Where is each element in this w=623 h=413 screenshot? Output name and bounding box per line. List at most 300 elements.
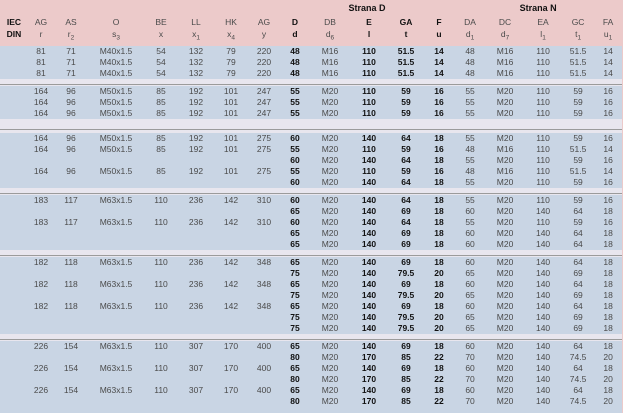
cell: 110 [350, 166, 388, 177]
cell [178, 312, 214, 323]
cell [0, 374, 28, 385]
cell: M20 [310, 206, 350, 217]
cell: 18 [424, 279, 454, 290]
cell: 132 [178, 46, 214, 57]
cell: 69 [388, 279, 424, 290]
cell: 110 [144, 341, 178, 352]
cell: 154 [54, 341, 88, 352]
table-body [0, 46, 622, 413]
symbol-text: d [325, 29, 331, 39]
col-code-d-8: D [280, 15, 310, 29]
cell: 18 [424, 239, 454, 250]
cell: 71 [54, 57, 88, 68]
cell: M20 [486, 155, 524, 166]
symbol-text: r [67, 29, 71, 39]
cell [28, 206, 54, 217]
cell: 18 [424, 206, 454, 217]
cell: 51.5 [388, 68, 424, 79]
cell: 55 [280, 166, 310, 177]
separator-line [0, 129, 622, 130]
cell: 170 [350, 374, 388, 385]
cell [0, 217, 28, 228]
cell: M20 [310, 108, 350, 119]
cell: 348 [248, 279, 280, 290]
cell [144, 323, 178, 334]
cell [144, 352, 178, 363]
cell: 18 [594, 268, 622, 279]
cell: 85 [144, 133, 178, 144]
cell [0, 341, 28, 352]
group-separator [0, 334, 622, 341]
cell: 69 [388, 301, 424, 312]
cell: 140 [524, 301, 562, 312]
cell: 154 [54, 385, 88, 396]
cell: 85 [144, 166, 178, 177]
col-symbol-10 [350, 29, 388, 46]
cell [0, 385, 28, 396]
cell: 140 [350, 290, 388, 301]
table-row [0, 396, 622, 407]
col-symbol-17 [594, 29, 622, 46]
table-row [0, 133, 622, 144]
cell: 85 [144, 97, 178, 108]
cell: 96 [54, 144, 88, 155]
cell: 60 [454, 301, 486, 312]
cell: 75 [280, 290, 310, 301]
col-symbol-12 [424, 29, 454, 46]
cell: 183 [28, 195, 54, 206]
cell: 64 [562, 239, 594, 250]
cell: 64 [562, 385, 594, 396]
cell [144, 312, 178, 323]
cell: 55 [280, 86, 310, 97]
cell: 16 [424, 108, 454, 119]
cell: 164 [28, 97, 54, 108]
cell [54, 352, 88, 363]
cell: 59 [562, 177, 594, 188]
cell: 51.5 [562, 166, 594, 177]
cell: 140 [524, 257, 562, 268]
symbol-subscript: 1 [542, 34, 546, 42]
cell: 64 [562, 341, 594, 352]
cell: 16 [594, 217, 622, 228]
cell [0, 301, 28, 312]
cell [28, 239, 54, 250]
cell: 69 [388, 257, 424, 268]
cell: 48 [280, 46, 310, 57]
cell: M16 [310, 68, 350, 79]
cell: 140 [524, 239, 562, 250]
cell: 70 [454, 396, 486, 407]
cell [0, 155, 28, 166]
cell: 69 [388, 385, 424, 396]
cell: 140 [350, 239, 388, 250]
cell: 96 [54, 86, 88, 97]
cell [88, 312, 144, 323]
cell: M16 [486, 46, 524, 57]
table-row [0, 312, 622, 323]
table-row [0, 385, 622, 396]
cell: 140 [350, 206, 388, 217]
table-row [0, 97, 622, 108]
table-row [0, 57, 622, 68]
cell: 54 [144, 46, 178, 57]
cell: 18 [424, 133, 454, 144]
cell: 182 [28, 257, 54, 268]
col-code-ll-5: LL [178, 15, 214, 29]
cell: 60 [454, 206, 486, 217]
cell [248, 239, 280, 250]
cell [214, 155, 248, 166]
cell: 140 [350, 257, 388, 268]
table-row [0, 108, 622, 119]
cell: 14 [594, 166, 622, 177]
cell: 226 [28, 363, 54, 374]
cell: 14 [594, 68, 622, 79]
cell: M20 [310, 217, 350, 228]
cell: M40x1.5 [88, 57, 144, 68]
cell: M20 [310, 86, 350, 97]
cell: 59 [562, 97, 594, 108]
cell: 64 [388, 195, 424, 206]
cell: 81 [28, 68, 54, 79]
cell [0, 323, 28, 334]
cell: M63x1.5 [88, 279, 144, 290]
cell: 59 [562, 195, 594, 206]
cell: M20 [310, 133, 350, 144]
cell: 79 [214, 68, 248, 79]
col-code-o-3: O [88, 15, 144, 29]
cell [214, 228, 248, 239]
symbol-text: u [603, 29, 609, 39]
cell: 142 [214, 195, 248, 206]
cell: 59 [388, 86, 424, 97]
cell: 236 [178, 257, 214, 268]
cell: 79.5 [388, 323, 424, 334]
cell [0, 86, 28, 97]
cell: 117 [54, 217, 88, 228]
separator-cell [0, 334, 622, 341]
cell: 59 [562, 133, 594, 144]
cell: 48 [454, 166, 486, 177]
cell: 20 [424, 290, 454, 301]
cell: 60 [454, 228, 486, 239]
cell: 307 [178, 341, 214, 352]
cell [54, 206, 88, 217]
cell: 64 [388, 155, 424, 166]
cell [0, 57, 28, 68]
symbol-subscript: 1 [470, 34, 475, 42]
group-separator [0, 119, 622, 133]
cell: 18 [424, 301, 454, 312]
cell [54, 268, 88, 279]
symbol-subscript: 4 [231, 34, 235, 42]
symbol-text: d [292, 29, 298, 39]
cell [0, 257, 28, 268]
cell: 18 [594, 228, 622, 239]
cell: 65 [454, 290, 486, 301]
cell [0, 97, 28, 108]
symbol-text: t [404, 29, 408, 39]
cell: M20 [310, 312, 350, 323]
col-symbol-8 [280, 29, 310, 46]
table-row [0, 323, 622, 334]
col-symbol-2 [54, 29, 88, 46]
cell [214, 312, 248, 323]
cell: M20 [486, 396, 524, 407]
cell [0, 68, 28, 79]
cell: 59 [562, 108, 594, 119]
cell: 226 [28, 341, 54, 352]
cell: 80 [280, 396, 310, 407]
table-row [0, 68, 622, 79]
cell: 400 [248, 363, 280, 374]
cell: M20 [486, 257, 524, 268]
cell [28, 228, 54, 239]
cell: 110 [144, 195, 178, 206]
symbol-text: x [227, 29, 232, 39]
cell: 64 [562, 363, 594, 374]
cell: 65 [280, 228, 310, 239]
cell: 60 [280, 133, 310, 144]
cell: 247 [248, 108, 280, 119]
cell: 51.5 [562, 46, 594, 57]
cell: 140 [350, 341, 388, 352]
cell: M20 [486, 177, 524, 188]
cell: 79 [214, 57, 248, 68]
cell: 16 [594, 97, 622, 108]
cell: 170 [350, 396, 388, 407]
cell: 74.5 [562, 352, 594, 363]
cell: 140 [524, 352, 562, 363]
cell: M20 [486, 385, 524, 396]
cell: 79.5 [388, 268, 424, 279]
cell: 110 [524, 97, 562, 108]
cell: 192 [178, 108, 214, 119]
col-symbol-15 [524, 29, 562, 46]
cell: M20 [310, 352, 350, 363]
cell [178, 374, 214, 385]
separator-cell [0, 79, 622, 86]
cell [178, 396, 214, 407]
cell [248, 374, 280, 385]
cell: 18 [594, 363, 622, 374]
symbol-text: l [367, 29, 371, 39]
cell: M16 [486, 144, 524, 155]
cell: 20 [424, 312, 454, 323]
cell: M20 [486, 312, 524, 323]
cell: M63x1.5 [88, 363, 144, 374]
cell: 140 [524, 385, 562, 396]
cell: 60 [454, 279, 486, 290]
table-row [0, 195, 622, 206]
cell [54, 323, 88, 334]
cell: 16 [594, 155, 622, 166]
cell: 310 [248, 217, 280, 228]
cell: 69 [562, 323, 594, 334]
col-symbol-0 [0, 29, 28, 46]
cell: 275 [248, 133, 280, 144]
cell: 80 [280, 352, 310, 363]
cell: 60 [454, 239, 486, 250]
cell: 69 [562, 268, 594, 279]
cell: 18 [424, 155, 454, 166]
cell: 70 [454, 374, 486, 385]
cell [0, 228, 28, 239]
col-code-hk-6: HK [214, 15, 248, 29]
cell: 140 [524, 341, 562, 352]
table-row [0, 257, 622, 268]
cell: 18 [594, 257, 622, 268]
cell: 18 [424, 177, 454, 188]
cell: M40x1.5 [88, 46, 144, 57]
table-row [0, 144, 622, 155]
cell [28, 155, 54, 166]
symbol-subscript: 6 [330, 34, 335, 42]
cell [0, 363, 28, 374]
cell [0, 396, 28, 407]
cell: 140 [350, 217, 388, 228]
cell: 55 [280, 144, 310, 155]
table-row [0, 239, 622, 250]
cell: M20 [486, 290, 524, 301]
cell: 236 [178, 195, 214, 206]
cell: 18 [594, 239, 622, 250]
cell: 140 [524, 279, 562, 290]
cell: M20 [486, 86, 524, 97]
cell: 51.5 [388, 46, 424, 57]
cell: M20 [310, 396, 350, 407]
cell [0, 290, 28, 301]
cell: M20 [310, 363, 350, 374]
table-row [0, 374, 622, 385]
cell: 60 [280, 195, 310, 206]
cell: 96 [54, 108, 88, 119]
cell: 48 [454, 57, 486, 68]
cell: 110 [524, 68, 562, 79]
cell: 16 [424, 144, 454, 155]
cell: 65 [280, 385, 310, 396]
col-code-db-9: DB [310, 15, 350, 29]
cell: 110 [524, 108, 562, 119]
cell: 65 [280, 301, 310, 312]
cell: 64 [388, 133, 424, 144]
cell: 16 [594, 86, 622, 97]
cell: 64 [562, 257, 594, 268]
separator-cell [0, 188, 622, 195]
cell: 110 [524, 195, 562, 206]
cell: 170 [214, 385, 248, 396]
col-code-dc-14: DC [486, 15, 524, 29]
cell: 59 [562, 217, 594, 228]
cell: 14 [594, 144, 622, 155]
cell [54, 228, 88, 239]
cell: 71 [54, 46, 88, 57]
cell [248, 206, 280, 217]
cell: M20 [310, 239, 350, 250]
cell: 59 [388, 108, 424, 119]
cell: 71 [54, 68, 88, 79]
cell: 48 [454, 68, 486, 79]
cell: 55 [454, 217, 486, 228]
cell: 20 [594, 396, 622, 407]
cell: 183 [28, 217, 54, 228]
col-code-e-10: E [350, 15, 388, 29]
cell: 75 [280, 268, 310, 279]
symbol-subscript: 1 [196, 34, 200, 42]
cell: 55 [454, 86, 486, 97]
cell: 18 [424, 257, 454, 268]
cell: 18 [594, 341, 622, 352]
cell: 74.5 [562, 396, 594, 407]
cell: 110 [144, 257, 178, 268]
cell: 60 [454, 385, 486, 396]
cell: 192 [178, 133, 214, 144]
cell: 275 [248, 166, 280, 177]
cell: 192 [178, 166, 214, 177]
cell: 117 [54, 195, 88, 206]
cell: 348 [248, 301, 280, 312]
cell: 65 [280, 239, 310, 250]
cell [88, 206, 144, 217]
cell: 48 [454, 144, 486, 155]
cell: 400 [248, 385, 280, 396]
cell: 140 [524, 323, 562, 334]
cell: 60 [454, 257, 486, 268]
cell: M20 [310, 301, 350, 312]
cell: 65 [454, 268, 486, 279]
group-header-strana-d: Strana D [280, 0, 454, 15]
cell: 140 [524, 312, 562, 323]
cell: 65 [280, 341, 310, 352]
cell [144, 228, 178, 239]
table-row [0, 155, 622, 166]
symbol-text: t [575, 29, 578, 39]
cell [214, 396, 248, 407]
cell: M20 [310, 228, 350, 239]
cell [248, 290, 280, 301]
cell: 59 [562, 155, 594, 166]
cell [178, 323, 214, 334]
cell [248, 396, 280, 407]
cell: 55 [280, 97, 310, 108]
cell: 14 [424, 46, 454, 57]
cell: 110 [524, 86, 562, 97]
cell: 164 [28, 86, 54, 97]
cell [88, 352, 144, 363]
cell: M20 [310, 177, 350, 188]
cell: M20 [310, 166, 350, 177]
table-row [0, 279, 622, 290]
cell [0, 177, 28, 188]
cell: 60 [454, 341, 486, 352]
cell: 20 [594, 352, 622, 363]
cell: 14 [424, 68, 454, 79]
symbol-text: l [540, 29, 543, 39]
cell [28, 312, 54, 323]
cell: 48 [280, 68, 310, 79]
cell: 65 [280, 206, 310, 217]
cell: 101 [214, 108, 248, 119]
cell: 307 [178, 363, 214, 374]
cell: 18 [424, 341, 454, 352]
cell: 110 [144, 217, 178, 228]
cell: 118 [54, 301, 88, 312]
cell: 64 [562, 301, 594, 312]
cell: M20 [310, 155, 350, 166]
cell: 65 [280, 257, 310, 268]
cell [88, 374, 144, 385]
